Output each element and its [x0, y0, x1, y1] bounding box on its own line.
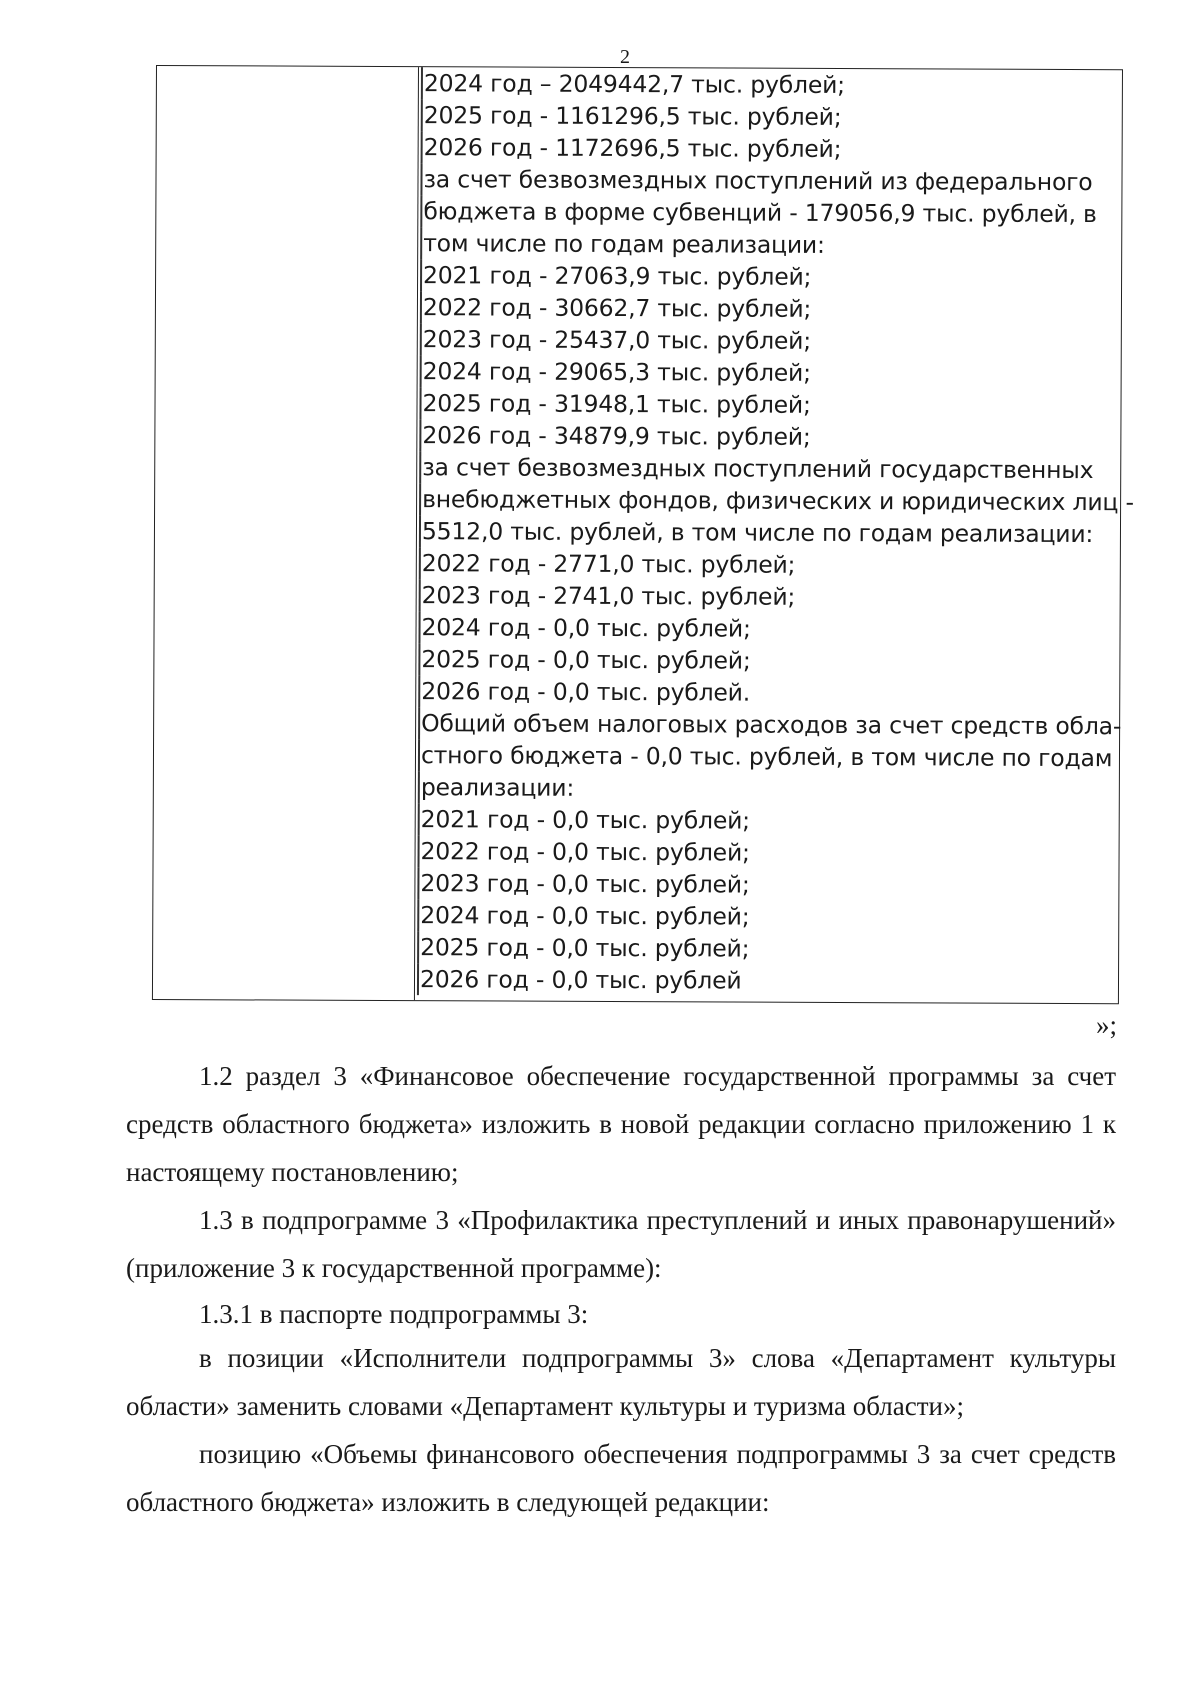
- table-line: 2025 год - 31948,1 тыс. рублей;: [419, 387, 1116, 422]
- table-left-cell: [153, 66, 419, 1000]
- table-line: 2025 год - 0,0 тыс. рублей;: [418, 643, 1115, 678]
- table-line: реализации:: [418, 771, 1115, 806]
- table-line: 2026 год - 34879,9 тыс. рублей;: [419, 419, 1116, 454]
- table-line: 2021 год - 27063,9 тыс. рублей;: [420, 259, 1117, 294]
- table-line: том числе по годам реализации:: [420, 227, 1117, 262]
- passport-table: [152, 65, 1134, 1004]
- table-line: 2024 год - 0,0 тыс. рублей;: [418, 611, 1115, 646]
- table-line: 5512,0 тыс. рублей, в том числе по годам реализации:: [419, 515, 1116, 550]
- table-line: 2025 год - 0,0 тыс. рублей;: [417, 931, 1114, 966]
- table-line: 2024 год - 0,0 тыс. рублей;: [417, 899, 1114, 934]
- table-line: 2022 год - 0,0 тыс. рублей;: [418, 835, 1115, 870]
- table-line: 2021 год - 0,0 тыс. рублей;: [418, 803, 1115, 838]
- table-line: стного бюджета - 0,0 тыс. рублей, в том числе по годам: [418, 739, 1115, 774]
- table-line: 2023 год - 25437,0 тыс. рублей;: [420, 323, 1117, 358]
- paragraph-1-3-1: 1.3.1 в паспорте подпрограммы 3:: [199, 1299, 589, 1329]
- page-number: 2: [620, 46, 630, 68]
- table-right-cell: [417, 67, 1134, 998]
- paragraph-executors: в позиции «Исполнители подпрограммы 3» слова «Департамент культуры области» заменить словами «Департамент культуры и туризма области»;: [126, 1343, 1116, 1421]
- paragraph-1-2: 1.2 раздел 3 «Финансовое обеспечение государственной программы за счет средств областного бюджета» изложить в новой редакции согласно приложению 1 к настоящему постановлению;: [126, 1061, 1116, 1187]
- table-line: 2025 год - 1161296,5 тыс. рублей;: [421, 99, 1118, 134]
- table-line: Общий объем налоговых расходов за счет средств обла-: [418, 707, 1115, 742]
- table-line: 2022 год - 30662,7 тыс. рублей;: [420, 291, 1117, 326]
- table-line: 2023 год - 2741,0 тыс. рублей;: [419, 579, 1116, 614]
- table-line: за счет безвозмездных поступлений из федерального: [420, 163, 1117, 198]
- table-line: за счет безвозмездных поступлений государственных: [419, 451, 1116, 486]
- closing-quote: »;: [1096, 1010, 1118, 1040]
- table-line: 2026 год - 0,0 тыс. рублей: [417, 963, 1114, 998]
- table-line: 2022 год - 2771,0 тыс. рублей;: [419, 547, 1116, 582]
- table-line: 2024 год – 2049442,7 тыс. рублей;: [421, 67, 1118, 102]
- table-line: внебюджетных фондов, физических и юридических лиц -: [419, 483, 1116, 518]
- table-line: 2026 год - 0,0 тыс. рублей.: [418, 675, 1115, 710]
- table-line: 2024 год - 29065,3 тыс. рублей;: [420, 355, 1117, 390]
- paragraph-1-3: 1.3 в подпрограмме 3 «Профилактика преступлений и иных правонарушений» (приложение 3 к государственной программе):: [126, 1205, 1116, 1283]
- table-line: 2026 год - 1172696,5 тыс. рублей;: [421, 131, 1118, 166]
- table-line: 2023 год - 0,0 тыс. рублей;: [417, 867, 1114, 902]
- paragraph-volumes: позицию «Объемы финансового обеспечения подпрограммы 3 за счет средств областного бюджета» изложить в следующей редакции:: [126, 1439, 1116, 1517]
- table-line: бюджета в форме субвенций - 179056,9 тыс. рублей, в: [420, 195, 1117, 230]
